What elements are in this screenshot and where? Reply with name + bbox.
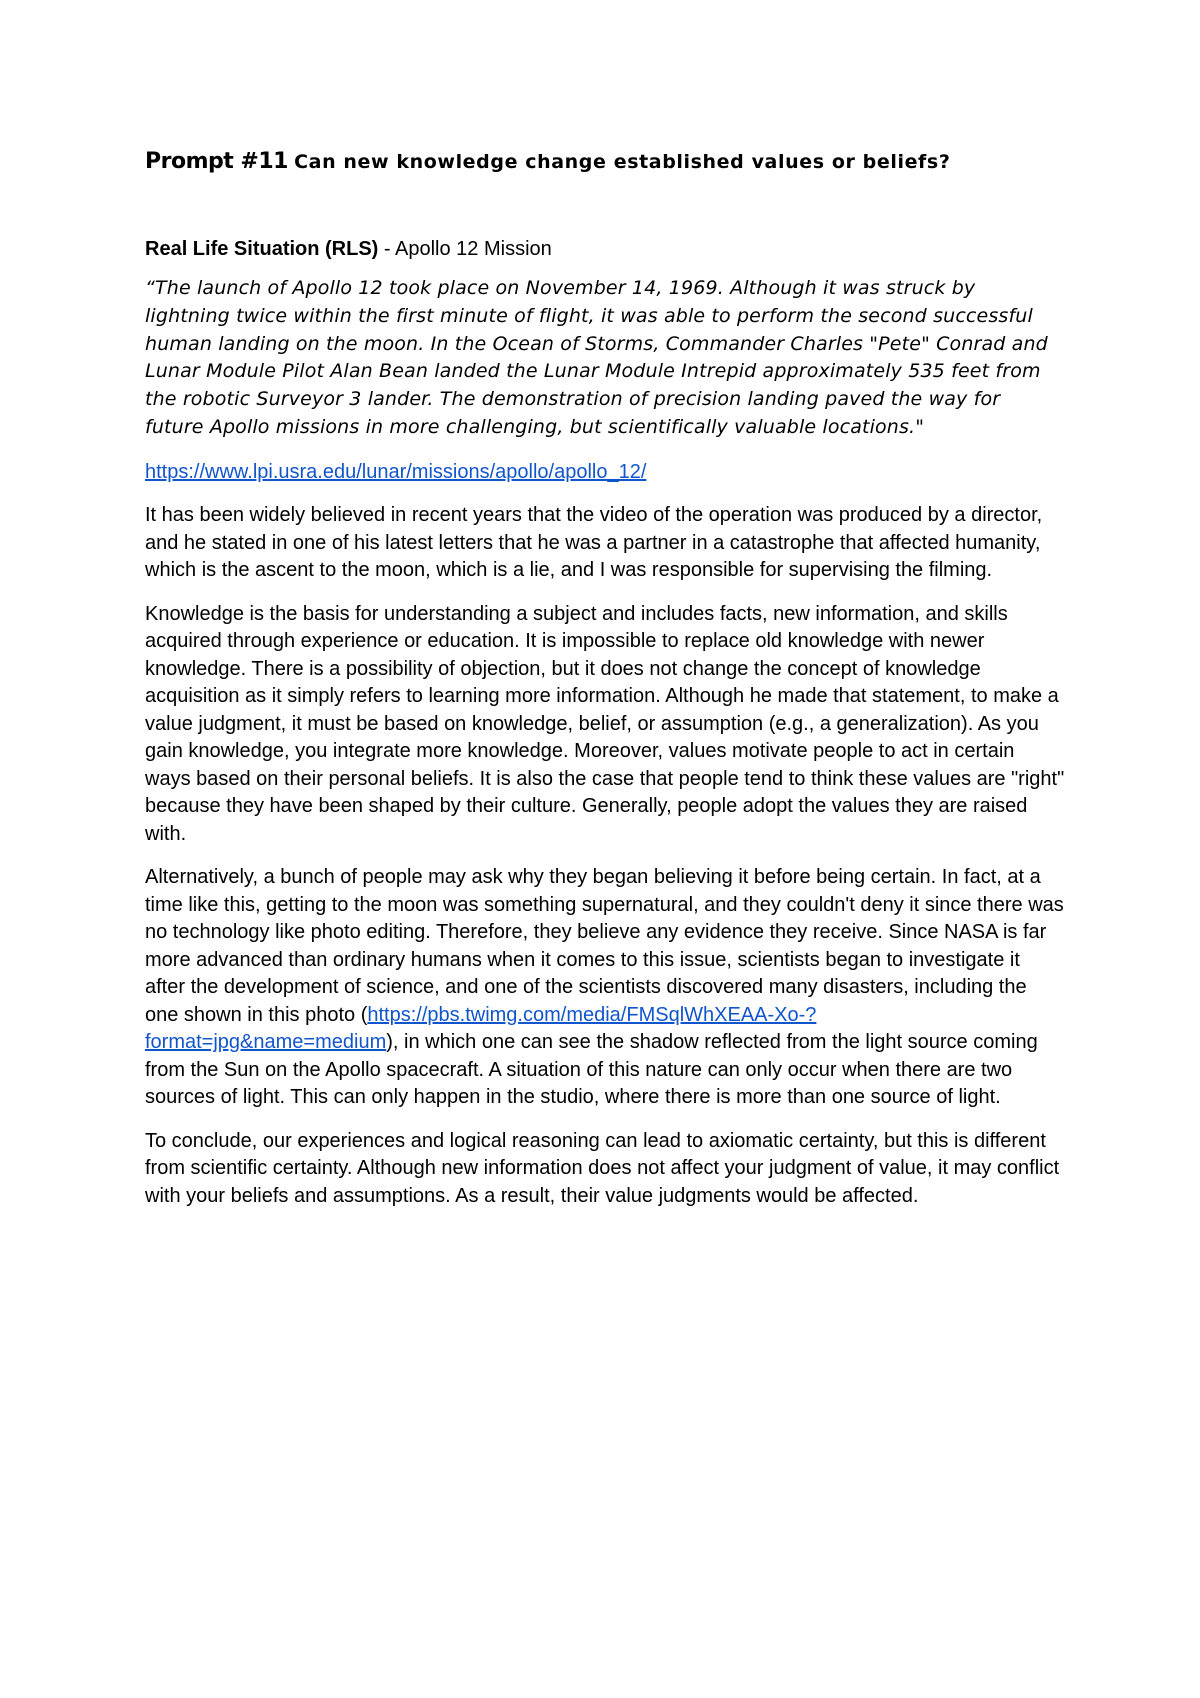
paragraph-3-before: Alternatively, a bunch of people may ask why they began believing it before being certain. In fact, at a time like this, getting to the moon was something supernatural, and they couldn't deny it since there was no technology like photo editing. Therefore, they believe any evidence they receive. Since NASA is far more advanced than ordinary humans when it comes to this issue, scientists began to investigate it after the development of science, and one of the scientists discovered many disasters, including the one shown in this photo ( bbox=[145, 866, 1064, 1026]
paragraph-4: To conclude, our experiences and logical reasoning can lead to axiomatic certainty, but this is different from scientific certainty. Although new information does not affect your judgment of value, it may conflict with your beliefs and assumptions. As a result, their value judgments would be affected. bbox=[145, 1129, 1060, 1207]
rls-separator: - bbox=[378, 238, 396, 260]
rls-text: Apollo 12 Mission bbox=[395, 238, 552, 260]
prompt-number: Prompt #11 bbox=[145, 149, 288, 174]
paragraph-3-after: ), in which one can see the shadow reflected from the light source coming from the Sun on the Apollo spacecraft. A situation of this nature can only occur when there are two sources of light. This can only happen in the studio, where there is more than one source of light. bbox=[145, 1031, 1038, 1109]
apollo-quote: “The launch of Apollo 12 took place on November 14, 1969. Although it was struck by lightning twice within the first minute of flight, it was able to perform the second successful human landing on the moon. In the Ocean of Storms, Commander Charles "Pete" Conrad and Lunar Module Pilot Alan Bean landed the Lunar Module Intrepid approximately 535 feet from the robotic Surveyor 3 lander. The demonstration of precision landing paved the way for future Apollo missions in more challenging, but scientifically valuable locations." bbox=[145, 277, 1048, 438]
prompt-question: Can new knowledge change established values or beliefs? bbox=[294, 151, 951, 173]
source-link[interactable]: https://www.lpi.usra.edu/lunar/missions/apollo/apollo_12/ bbox=[145, 460, 647, 483]
document-page bbox=[145, 146, 1065, 1210]
source-link-line bbox=[145, 459, 1065, 487]
rls-heading bbox=[145, 235, 1065, 263]
paragraph-1: It has been widely believed in recent years that the video of the operation was produced by a director, and he stated in one of his latest letters that he was a partner in a catastrophe that affected humanity, which is the ascent to the moon, which is a lie, and I was responsible for supervising the filming. bbox=[145, 504, 1043, 582]
paragraph-2: Knowledge is the basis for understanding a subject and includes facts, new information, and skills acquired through experience or education. It is impossible to replace old knowledge with newer knowledge. There is a possibility of objection, but it does not change the concept of knowledge acquisition as it simply refers to learning more information. Although he made that statement, to make a value judgment, it must be based on knowledge, belief, or assumption (e.g., a generalization). As you gain knowledge, you integrate more knowledge. Moreover, values motivate people to act in certain ways based on their personal beliefs. It is also the case that people tend to think these values are "right" because they have been shaped by their culture. Generally, people adopt the values they are raised with. bbox=[145, 602, 1065, 845]
rls-label: Real Life Situation (RLS) bbox=[145, 238, 379, 260]
photo-link[interactable]: https://pbs.twimg.com/media/FMSqlWhXEAA-Xo-?format=jpg&name=medium bbox=[145, 1003, 817, 1054]
paragraph-3 bbox=[145, 864, 1065, 1112]
prompt-title bbox=[145, 146, 1065, 177]
